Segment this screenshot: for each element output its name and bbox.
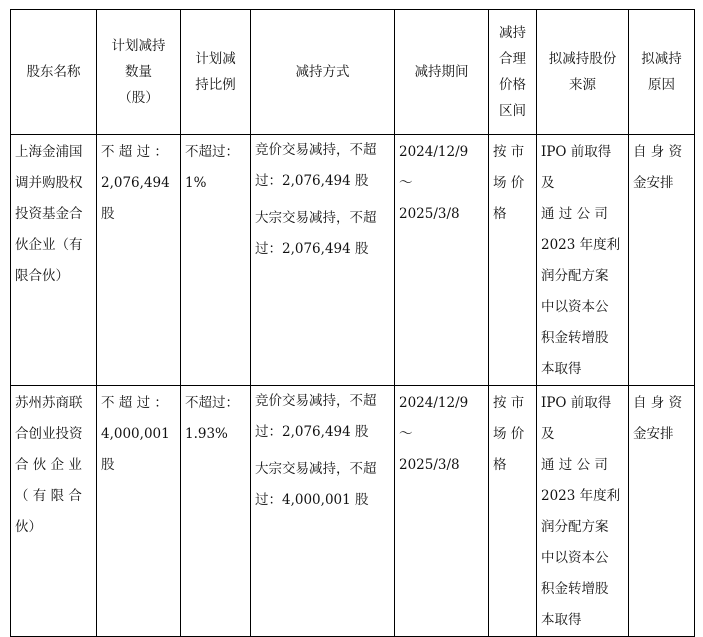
cell-share-source: IPO 前取得及 通 过 公 司 2023 年度利 润分配方案 中以资本公 积金转增股 本取得 <box>537 135 629 386</box>
header-plan-quantity: 计划减持 数量 （股） <box>97 10 181 135</box>
cell-plan-ratio: 不超过： 1.93% <box>181 386 251 637</box>
cell-reason: 自 身 资 金安排 <box>629 386 695 637</box>
header-plan-ratio: 计划减 持比例 <box>181 10 251 135</box>
header-period: 减持期间 <box>395 10 489 135</box>
cell-period: 2024/12/9 ～ 2025/3/8 <box>395 386 489 637</box>
header-method: 减持方式 <box>251 10 395 135</box>
header-shareholder: 股东名称 <box>11 10 97 135</box>
cell-plan-quantity: 不 超 过 ： 4,000,001 股 <box>97 386 181 637</box>
cell-price-range: 按 市 场 价 格 <box>489 386 537 637</box>
cell-price-range: 按 市 场 价 格 <box>489 135 537 386</box>
cell-period: 2024/12/9 ～ 2025/3/8 <box>395 135 489 386</box>
share-reduction-table <box>10 9 695 637</box>
header-row <box>11 10 695 135</box>
cell-shareholder: 上海金浦国 调并购股权 投资基金合 伙企业（有 限合伙） <box>11 135 97 386</box>
table-row <box>11 135 695 386</box>
cell-method: 竞价交易减持，不超 过：2,076,494 股 大宗交易减持，不超 过：4,000,001 股 <box>251 386 395 637</box>
header-reason: 拟减持 原因 <box>629 10 695 135</box>
cell-share-source: IPO 前取得及 通 过 公 司 2023 年度利 润分配方案 中以资本公 积金转增股 本取得 <box>537 386 629 637</box>
table-row <box>11 386 695 637</box>
cell-reason: 自 身 资 金安排 <box>629 135 695 386</box>
cell-plan-quantity: 不 超 过 ： 2,076,494 股 <box>97 135 181 386</box>
cell-shareholder: 苏州苏商联 合创业投资 合 伙 企 业 （ 有 限 合 伙） <box>11 386 97 637</box>
cell-method: 竞价交易减持，不超 过：2,076,494 股 大宗交易减持，不超 过：2,076,494 股 <box>251 135 395 386</box>
header-price-range: 减持 合理 价格 区间 <box>489 10 537 135</box>
cell-plan-ratio: 不超过： 1% <box>181 135 251 386</box>
header-share-source: 拟减持股份 来源 <box>537 10 629 135</box>
